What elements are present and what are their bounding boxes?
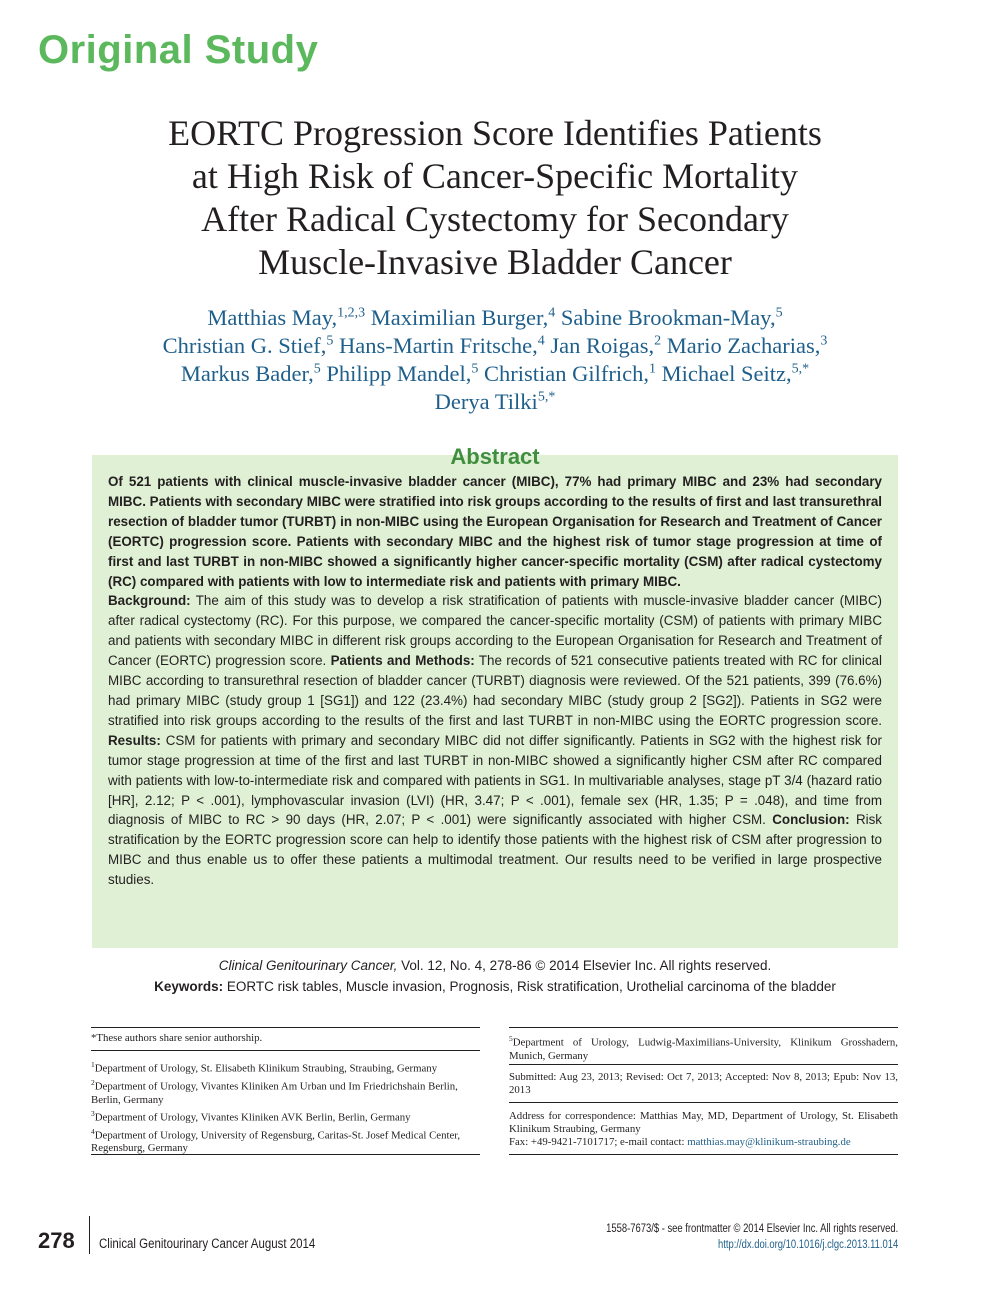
affiliation: $^4$Department of Urology, University of Regensburg, Caritas-St. Josef Medical Center, Regensburg, Germany — [91, 1126, 461, 1155]
email-link[interactable]: matthias.may@klinikum-straubing.de — [687, 1136, 851, 1149]
footnote-correspondence: Address for correspondence: Matthias May, MD, Department of Urology, St. Elisabeth Klinikum Straubing, Germany Fax: +49-9421-7101717; e-mail contact: matthias.may@klinikum-straubing.de — [509, 1110, 898, 1149]
abstract-heading: Abstract — [450, 444, 540, 469]
footer-info — [606, 1221, 898, 1253]
footnote-divider — [509, 1027, 898, 1028]
affiliation: $^2$Department of Urology, Vivantes Kliniken Am Urban und Im Friedrichshain Berlin, Berlin, Germany — [91, 1077, 458, 1106]
keywords-text: EORTC risk tables, Muscle invasion, Prognosis, Risk stratification, Urothelial carcinoma of the bladder — [226, 979, 836, 994]
author-line — [90, 304, 900, 332]
results-text: CSM for patients with primary and secondary MIBC did not differ significantly. Patients in SG2 with the highest risk for tumor stage progression at time of the first and last TURBT in non-MIBC showed a significantly higher CSM after RC compared with patients with low-to-intermediate risk and compared with patients in SG1. In multivariable analyses, stage pT 3/4 (hazard ratio [HR], 2.12; P < .001), lymphovascular invasion (LVI) (HR, 3.47; P < .001), female sex (HR, 1.35; P = .048), and time from diagnosis of MIBC to RC > 90 days (HR, 2.07; P < .001) were significantly associated with higher CSM. — [108, 732, 882, 828]
author: Philipp Mandel,$^5$ — [326, 361, 479, 386]
conclusion-text: Risk stratification by the EORTC progression score can help to identify those patients with the highest risk of CSM after progression to MIBC and thus enable us to offer these patients a multimodal treatment. Our results need to be verified in large prospective studies. — [108, 812, 882, 888]
title-line: Muscle-Invasive Bladder Cancer — [258, 242, 732, 282]
author-line — [90, 388, 900, 416]
footnote-divider — [509, 1154, 898, 1155]
footnote-divider — [509, 1064, 898, 1065]
footer-divider — [89, 1216, 90, 1254]
section-label: Original Study — [38, 28, 319, 72]
affiliation: $^3$Department of Urology, Vivantes Kliniken AVK Berlin, Berlin, Germany — [91, 1108, 411, 1124]
background-label: Background: — [108, 593, 191, 609]
article-title — [90, 112, 900, 284]
affiliation: $^1$Department of Urology, St. Elisabeth Klinikum Straubing, Straubing, Germany — [91, 1060, 438, 1075]
keywords — [0, 979, 990, 994]
author: Maximilian Burger,$^4$ — [370, 305, 556, 330]
footnote-affiliations — [91, 1058, 480, 1156]
footnote-dates: Submitted: Aug 23, 2013; Revised: Oct 7, 2013; Accepted: Nov 8, 2013; Epub: Nov 13, 2013 — [509, 1071, 898, 1097]
footer-journal: Clinical Genitourinary Cancer August 2014 — [99, 1236, 316, 1251]
author-line — [90, 360, 900, 388]
title-line: EORTC Progression Score Identifies Patients — [168, 113, 822, 153]
footnote-divider — [509, 1102, 898, 1103]
methods-label: Patients and Methods: — [330, 653, 475, 669]
citation-journal: Clinical Genitourinary Cancer, — [218, 958, 398, 973]
abstract-summary: Of 521 patients with clinical muscle-invasive bladder cancer (MIBC), 77% had primary MIBC and 23% had secondary MIBC. Patients with secondary MIBC were stratified into risk groups according to the results of first and last transurethral resection of bladder tumor (TURBT) in non-MIBC using the European Organisation for Research and Treatment of Cancer (EORTC) progression score. Patients with secondary MIBC and the highest risk of tumor stage progression at time of first and last TURBT in non-MIBC showed a significantly higher cancer-specific mortality (CSM) after radical cystectomy (RC) compared with patients with low to intermediate risk and patients with primary MIBC. — [108, 474, 882, 589]
conclusion-label: Conclusion: — [772, 812, 850, 828]
citation — [0, 958, 990, 973]
author: Sabine Brookman-May,$^5$ — [560, 305, 783, 330]
title-line: After Radical Cystectomy for Secondary — [201, 199, 789, 239]
issn-line: 1558-7673/$ - see frontmatter © 2014 Elsevier Inc. All rights reserved. — [605, 1223, 898, 1235]
footnote-divider — [91, 1050, 480, 1051]
footnote-affiliation-5: $^5$Department of Urology, Ludwig-Maximilians-University, Klinikum Grosshadern, Munich, Germany — [509, 1034, 898, 1062]
author-list — [90, 304, 900, 416]
author: Markus Bader,$^5$ — [180, 361, 321, 386]
abstract-body — [108, 591, 882, 890]
methods-text: The records of 521 consecutive patients treated with RC for clinical MIBC according to transurethral resection of bladder cancer (TURBT) diagnosis were reviewed. Of the 521 patients, 399 (76.6%) had primary MIBC (study group 1 [SG1]) and 122 (23.4%) had secondary MIBC (study group 2 [SG2]). Patients in SG2 were stratified into risk groups according to the results of the first and last TURBT in non-MIBC using the EORTC progression score. — [108, 653, 882, 728]
background-text: The aim of this study was to develop a risk stratification of patients with muscle-invasive bladder cancer (MIBC) after radical cystectomy (RC). For this purpose, we compared the cancer-specific mortality (CSM) of patients with primary MIBC and patients with secondary MIBC in different risk groups according to the European Organisation for Research and Treatment of Cancer (EORTC) progression score. — [108, 593, 882, 669]
author: Jan Roigas,$^2$ — [550, 333, 662, 358]
citation-details: Vol. 12, No. 4, 278-86 © 2014 Elsevier Inc. All rights reserved. — [397, 958, 772, 973]
author: Christian Gilfrich,$^1$ — [484, 361, 656, 386]
author: Matthias May,$^{1,2,3}$ — [207, 305, 366, 330]
author: Michael Seitz,$^{5,*}$ — [661, 361, 810, 386]
doi-link[interactable]: http://dx.doi.org/10.1016/j.clgc.2013.11.014 — [717, 1239, 898, 1251]
author: Derya Tilki$^{5,*}$ — [434, 389, 556, 414]
author: Christian G. Stief,$^5$ — [162, 333, 334, 358]
footnote-divider — [91, 1027, 480, 1028]
footnote-senior: *These authors share senior authorship. — [91, 1032, 263, 1044]
abstract-box — [92, 455, 898, 948]
page-number: 278 — [38, 1228, 75, 1253]
keywords-label: Keywords: — [154, 979, 224, 994]
results-label: Results: — [108, 732, 161, 748]
author-line — [90, 332, 900, 360]
author: Hans-Martin Fritsche,$^4$ — [338, 333, 545, 358]
author: Mario Zacharias,$^3$ — [666, 333, 828, 358]
title-line: at High Risk of Cancer-Specific Mortality — [191, 156, 799, 196]
